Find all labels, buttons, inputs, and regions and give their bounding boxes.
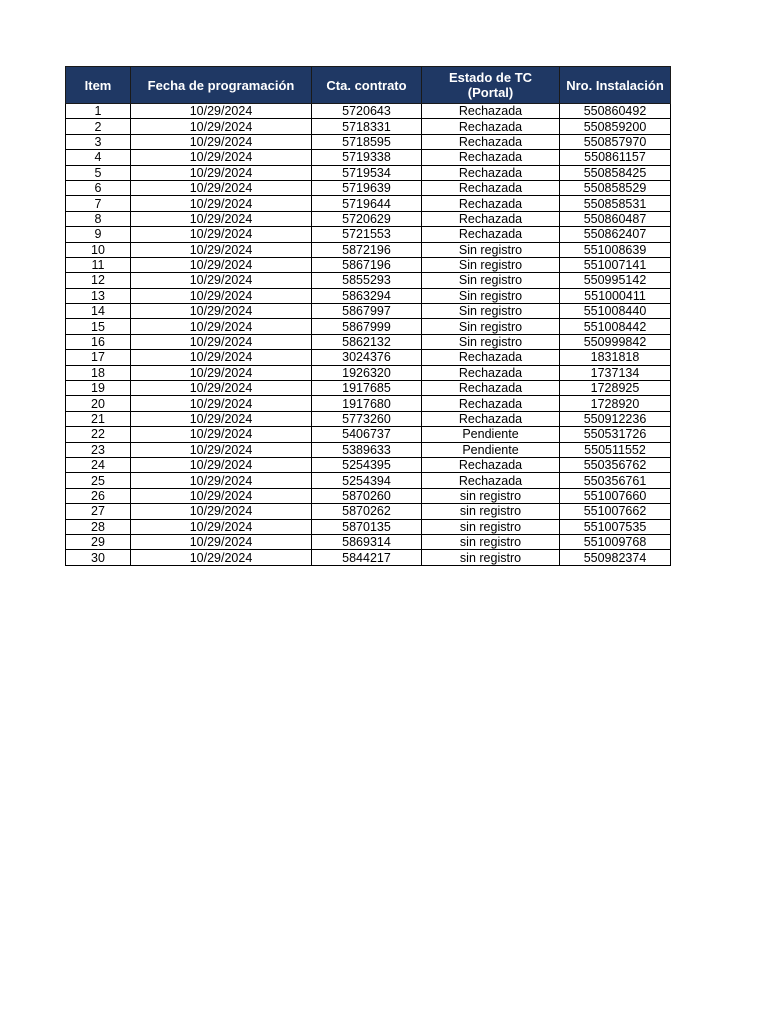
- cell-cta-contrato: 5867999: [312, 319, 422, 334]
- table-row: [66, 411, 671, 426]
- cell-fecha-programacion: 10/29/2024: [131, 119, 312, 134]
- cell-nro-instalacion: 551008442: [560, 319, 671, 334]
- table-row: [66, 488, 671, 503]
- cell-cta-contrato: 5389633: [312, 442, 422, 457]
- table-row: [66, 350, 671, 365]
- table-body: [66, 104, 671, 566]
- cell-item: 20: [66, 396, 131, 411]
- table-row: [66, 288, 671, 303]
- cell-estado-tc: Rechazada: [422, 411, 560, 426]
- cell-fecha-programacion: 10/29/2024: [131, 488, 312, 503]
- cell-item: 5: [66, 165, 131, 180]
- cell-nro-instalacion: 550859200: [560, 119, 671, 134]
- cell-nro-instalacion: 551007141: [560, 257, 671, 272]
- cell-estado-tc: Sin registro: [422, 273, 560, 288]
- cell-item: 11: [66, 257, 131, 272]
- cell-fecha-programacion: 10/29/2024: [131, 319, 312, 334]
- cell-estado-tc: Rechazada: [422, 365, 560, 380]
- cell-cta-contrato: 5867997: [312, 304, 422, 319]
- table-row: [66, 257, 671, 272]
- cell-item: 9: [66, 227, 131, 242]
- cell-fecha-programacion: 10/29/2024: [131, 104, 312, 119]
- cell-estado-tc: Rechazada: [422, 196, 560, 211]
- cell-estado-tc: Sin registro: [422, 288, 560, 303]
- cell-item: 7: [66, 196, 131, 211]
- table-row: [66, 227, 671, 242]
- cell-item: 13: [66, 288, 131, 303]
- cell-nro-instalacion: 550356762: [560, 457, 671, 472]
- cell-fecha-programacion: 10/29/2024: [131, 242, 312, 257]
- cell-estado-tc: Sin registro: [422, 334, 560, 349]
- table-row: [66, 396, 671, 411]
- table-row: [66, 442, 671, 457]
- header-fecha-programacion: Fecha de programación: [131, 67, 312, 104]
- table-row: [66, 119, 671, 134]
- cell-cta-contrato: 5862132: [312, 334, 422, 349]
- table-row: [66, 304, 671, 319]
- cell-fecha-programacion: 10/29/2024: [131, 457, 312, 472]
- header-estado-tc-line1: Estado de TC: [448, 70, 533, 85]
- cell-nro-instalacion: 550356761: [560, 473, 671, 488]
- cell-item: 12: [66, 273, 131, 288]
- cell-cta-contrato: 5719644: [312, 196, 422, 211]
- cell-estado-tc: Sin registro: [422, 304, 560, 319]
- cell-fecha-programacion: 10/29/2024: [131, 150, 312, 165]
- cell-fecha-programacion: 10/29/2024: [131, 381, 312, 396]
- cell-fecha-programacion: 10/29/2024: [131, 227, 312, 242]
- cell-cta-contrato: 5863294: [312, 288, 422, 303]
- cell-nro-instalacion: 1737134: [560, 365, 671, 380]
- cell-estado-tc: sin registro: [422, 519, 560, 534]
- cell-cta-contrato: 5720643: [312, 104, 422, 119]
- cell-fecha-programacion: 10/29/2024: [131, 442, 312, 457]
- cell-estado-tc: Rechazada: [422, 104, 560, 119]
- cell-estado-tc: Rechazada: [422, 150, 560, 165]
- table-row: [66, 319, 671, 334]
- cell-cta-contrato: 5844217: [312, 550, 422, 565]
- cell-estado-tc: Rechazada: [422, 119, 560, 134]
- cell-nro-instalacion: 551007662: [560, 504, 671, 519]
- cell-item: 3: [66, 134, 131, 149]
- cell-nro-instalacion: 1728920: [560, 396, 671, 411]
- cell-cta-contrato: 1926320: [312, 365, 422, 380]
- cell-nro-instalacion: 550860492: [560, 104, 671, 119]
- cell-estado-tc: sin registro: [422, 550, 560, 565]
- cell-item: 24: [66, 457, 131, 472]
- cell-nro-instalacion: 550999842: [560, 334, 671, 349]
- table-row: [66, 242, 671, 257]
- cell-nro-instalacion: 551008440: [560, 304, 671, 319]
- cell-cta-contrato: 5718331: [312, 119, 422, 134]
- cell-item: 22: [66, 427, 131, 442]
- cell-item: 4: [66, 150, 131, 165]
- cell-fecha-programacion: 10/29/2024: [131, 134, 312, 149]
- cell-cta-contrato: 5718595: [312, 134, 422, 149]
- cell-estado-tc: Rechazada: [422, 134, 560, 149]
- table-row: [66, 104, 671, 119]
- cell-item: 14: [66, 304, 131, 319]
- cell-nro-instalacion: 550912236: [560, 411, 671, 426]
- cell-estado-tc: Rechazada: [422, 396, 560, 411]
- cell-cta-contrato: 5719534: [312, 165, 422, 180]
- cell-item: 1: [66, 104, 131, 119]
- header-nro-instalacion: Nro. Instalación: [560, 67, 671, 104]
- cell-item: 16: [66, 334, 131, 349]
- cell-estado-tc: sin registro: [422, 504, 560, 519]
- cell-cta-contrato: 5719639: [312, 180, 422, 195]
- cell-estado-tc: Rechazada: [422, 473, 560, 488]
- cell-item: 26: [66, 488, 131, 503]
- cell-estado-tc: Rechazada: [422, 180, 560, 195]
- cell-fecha-programacion: 10/29/2024: [131, 350, 312, 365]
- cell-nro-instalacion: 550858425: [560, 165, 671, 180]
- table-row: [66, 457, 671, 472]
- cell-cta-contrato: 5869314: [312, 534, 422, 549]
- table-row: [66, 134, 671, 149]
- table-row: [66, 334, 671, 349]
- cell-cta-contrato: 5773260: [312, 411, 422, 426]
- table-row: [66, 365, 671, 380]
- cell-nro-instalacion: 551007660: [560, 488, 671, 503]
- header-estado-tc: [422, 67, 560, 104]
- cell-item: 18: [66, 365, 131, 380]
- cell-fecha-programacion: 10/29/2024: [131, 211, 312, 226]
- cell-item: 23: [66, 442, 131, 457]
- cell-nro-instalacion: 550531726: [560, 427, 671, 442]
- cell-cta-contrato: 1917680: [312, 396, 422, 411]
- cell-cta-contrato: 5872196: [312, 242, 422, 257]
- header-item: Item: [66, 67, 131, 104]
- cell-cta-contrato: 5870262: [312, 504, 422, 519]
- table-row: [66, 519, 671, 534]
- cell-item: 30: [66, 550, 131, 565]
- table-header: [66, 67, 671, 104]
- table-row: [66, 473, 671, 488]
- cell-fecha-programacion: 10/29/2024: [131, 411, 312, 426]
- cell-cta-contrato: 5719338: [312, 150, 422, 165]
- cell-estado-tc: Rechazada: [422, 457, 560, 472]
- cell-item: 17: [66, 350, 131, 365]
- cell-fecha-programacion: 10/29/2024: [131, 165, 312, 180]
- cell-cta-contrato: 5406737: [312, 427, 422, 442]
- cell-cta-contrato: 1917685: [312, 381, 422, 396]
- cell-nro-instalacion: 550862407: [560, 227, 671, 242]
- cell-estado-tc: Rechazada: [422, 350, 560, 365]
- table-row: [66, 381, 671, 396]
- cell-estado-tc: Rechazada: [422, 381, 560, 396]
- table-row: [66, 427, 671, 442]
- cell-fecha-programacion: 10/29/2024: [131, 304, 312, 319]
- cell-nro-instalacion: 1728925: [560, 381, 671, 396]
- table-row: [66, 273, 671, 288]
- header-cta-contrato: Cta. contrato: [312, 67, 422, 104]
- cell-item: 2: [66, 119, 131, 134]
- cell-nro-instalacion: 1831818: [560, 350, 671, 365]
- cell-estado-tc: Rechazada: [422, 227, 560, 242]
- cell-nro-instalacion: 550511552: [560, 442, 671, 457]
- table-row: [66, 211, 671, 226]
- cell-fecha-programacion: 10/29/2024: [131, 427, 312, 442]
- cell-fecha-programacion: 10/29/2024: [131, 180, 312, 195]
- cell-nro-instalacion: 550860487: [560, 211, 671, 226]
- cell-estado-tc: Sin registro: [422, 257, 560, 272]
- cell-item: 21: [66, 411, 131, 426]
- cell-nro-instalacion: 551000411: [560, 288, 671, 303]
- cell-cta-contrato: 5870135: [312, 519, 422, 534]
- cell-item: 19: [66, 381, 131, 396]
- cell-estado-tc: Sin registro: [422, 242, 560, 257]
- cell-estado-tc: Rechazada: [422, 211, 560, 226]
- cell-item: 8: [66, 211, 131, 226]
- table-row: [66, 150, 671, 165]
- table-row: [66, 550, 671, 565]
- cell-nro-instalacion: 551007535: [560, 519, 671, 534]
- header-row: [66, 67, 671, 104]
- table-row: [66, 196, 671, 211]
- cell-estado-tc: Sin registro: [422, 319, 560, 334]
- cell-nro-instalacion: 550858531: [560, 196, 671, 211]
- cell-fecha-programacion: 10/29/2024: [131, 288, 312, 303]
- cell-cta-contrato: 5254395: [312, 457, 422, 472]
- cell-item: 25: [66, 473, 131, 488]
- cell-fecha-programacion: 10/29/2024: [131, 534, 312, 549]
- cell-nro-instalacion: 550995142: [560, 273, 671, 288]
- cell-estado-tc: Pendiente: [422, 427, 560, 442]
- cell-item: 29: [66, 534, 131, 549]
- cell-fecha-programacion: 10/29/2024: [131, 196, 312, 211]
- cell-fecha-programacion: 10/29/2024: [131, 519, 312, 534]
- cell-item: 27: [66, 504, 131, 519]
- cell-cta-contrato: 5254394: [312, 473, 422, 488]
- cell-nro-instalacion: 551009768: [560, 534, 671, 549]
- cell-cta-contrato: 5870260: [312, 488, 422, 503]
- cell-estado-tc: sin registro: [422, 534, 560, 549]
- cell-fecha-programacion: 10/29/2024: [131, 365, 312, 380]
- cell-nro-instalacion: 550861157: [560, 150, 671, 165]
- table-row: [66, 504, 671, 519]
- table-row: [66, 534, 671, 549]
- cell-cta-contrato: 5867196: [312, 257, 422, 272]
- cell-cta-contrato: 5721553: [312, 227, 422, 242]
- cell-fecha-programacion: 10/29/2024: [131, 550, 312, 565]
- cell-fecha-programacion: 10/29/2024: [131, 334, 312, 349]
- cell-nro-instalacion: 550858529: [560, 180, 671, 195]
- cell-fecha-programacion: 10/29/2024: [131, 257, 312, 272]
- cell-item: 28: [66, 519, 131, 534]
- cell-item: 6: [66, 180, 131, 195]
- cell-fecha-programacion: 10/29/2024: [131, 473, 312, 488]
- cell-nro-instalacion: 550982374: [560, 550, 671, 565]
- cell-cta-contrato: 3024376: [312, 350, 422, 365]
- cell-fecha-programacion: 10/29/2024: [131, 504, 312, 519]
- cell-nro-instalacion: 551008639: [560, 242, 671, 257]
- cell-cta-contrato: 5720629: [312, 211, 422, 226]
- table-row: [66, 165, 671, 180]
- cell-fecha-programacion: 10/29/2024: [131, 396, 312, 411]
- cell-item: 15: [66, 319, 131, 334]
- cell-fecha-programacion: 10/29/2024: [131, 273, 312, 288]
- cell-item: 10: [66, 242, 131, 257]
- cell-estado-tc: sin registro: [422, 488, 560, 503]
- programming-table: [65, 66, 671, 566]
- cell-nro-instalacion: 550857970: [560, 134, 671, 149]
- cell-cta-contrato: 5855293: [312, 273, 422, 288]
- cell-estado-tc: Rechazada: [422, 165, 560, 180]
- header-estado-tc-line2: (Portal): [467, 85, 514, 100]
- spreadsheet-page: [65, 66, 671, 566]
- table-row: [66, 180, 671, 195]
- cell-estado-tc: Pendiente: [422, 442, 560, 457]
